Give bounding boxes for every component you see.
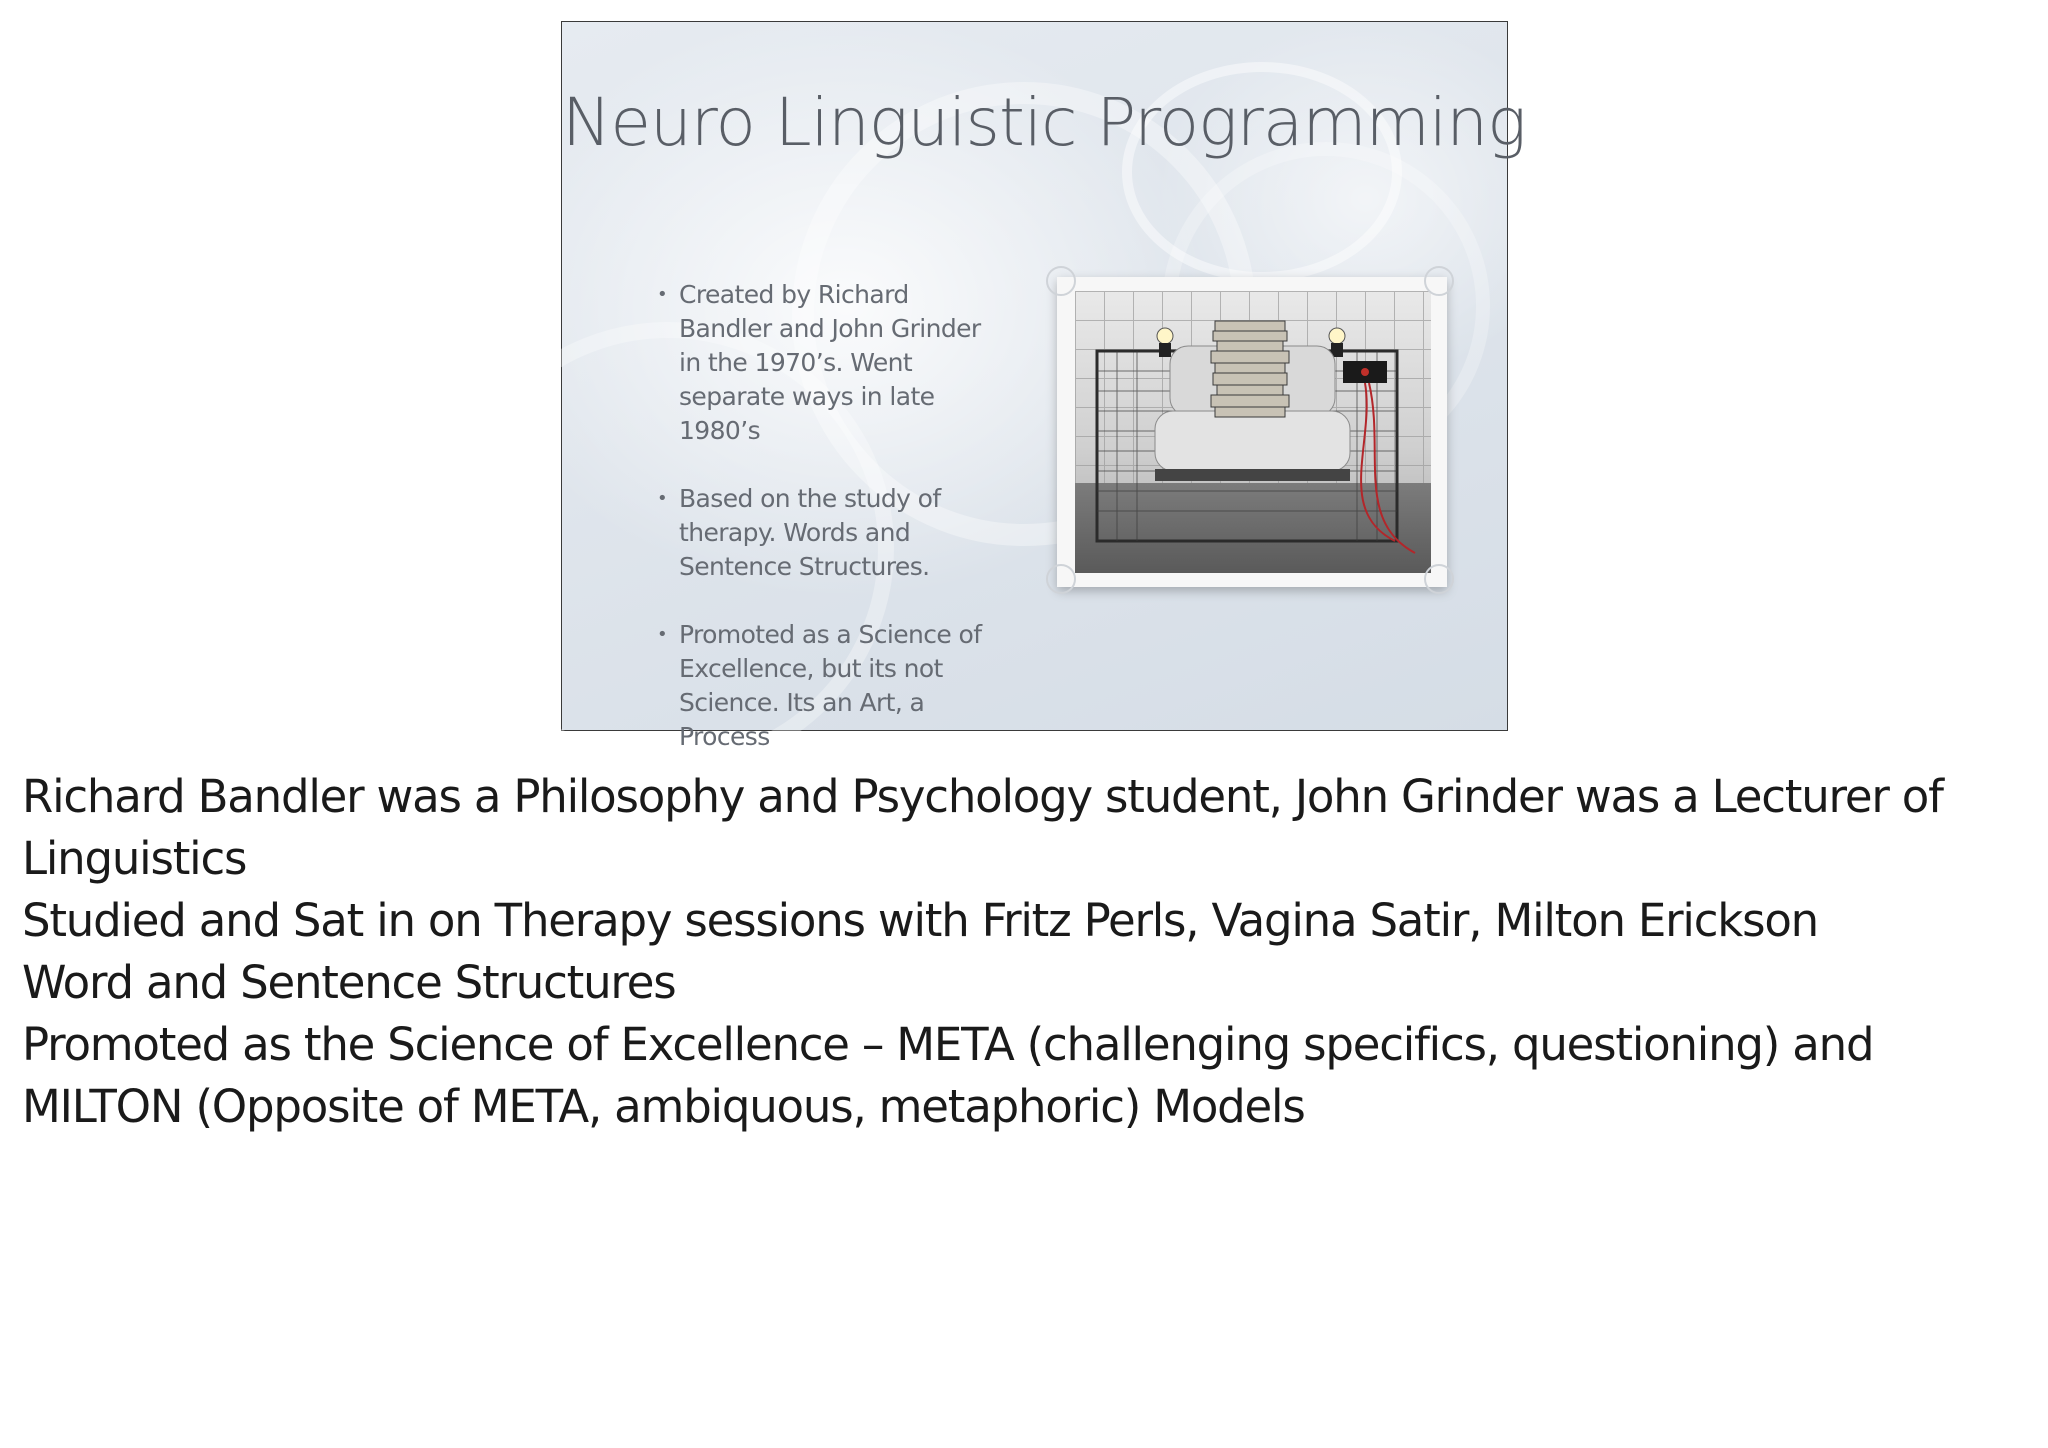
bullet-item bbox=[657, 278, 987, 448]
bullet-text: Created by Richard Bandler and John Grinder in the 1970’s. Went separate ways in late 1980’s bbox=[679, 280, 981, 445]
chair-cage-illustration bbox=[1075, 291, 1431, 573]
slide bbox=[561, 21, 1526, 751]
frame-corner bbox=[1424, 564, 1454, 594]
bullet-icon: • bbox=[657, 284, 668, 305]
slide-title: Neuro Linguistic Programming bbox=[562, 84, 1526, 161]
chair-photo bbox=[1075, 291, 1431, 573]
frame-corner bbox=[1424, 266, 1454, 296]
bullet-icon: • bbox=[657, 624, 668, 645]
notes-line: Promoted as the Science of Excellence – META (challenging specifics, questioning) and MILTON (Opposite of META, ambiquous, metaphoric) Models bbox=[22, 1018, 1874, 1133]
frame-corner bbox=[1046, 564, 1076, 594]
bullet-icon: • bbox=[657, 488, 668, 509]
speaker-notes bbox=[22, 766, 2012, 1138]
bullet-item bbox=[657, 482, 987, 584]
bullet-list bbox=[657, 278, 987, 788]
notes-line: Word and Sentence Structures bbox=[22, 956, 676, 1009]
notes-line: Richard Bandler was a Philosophy and Psychology student, John Grinder was a Lecturer of Linguistics bbox=[22, 770, 1943, 885]
notes-line: Studied and Sat in on Therapy sessions with Fritz Perls, Vagina Satir, Milton Erickson bbox=[22, 894, 1819, 947]
bullet-text: Based on the study of therapy. Words and Sentence Structures. bbox=[679, 484, 941, 581]
bullet-item bbox=[657, 618, 987, 754]
frame-corner bbox=[1046, 266, 1076, 296]
bullet-text: Promoted as a Science of Excellence, but its not Science. Its an Art, a Process bbox=[679, 620, 982, 751]
photo-frame bbox=[1057, 277, 1447, 587]
